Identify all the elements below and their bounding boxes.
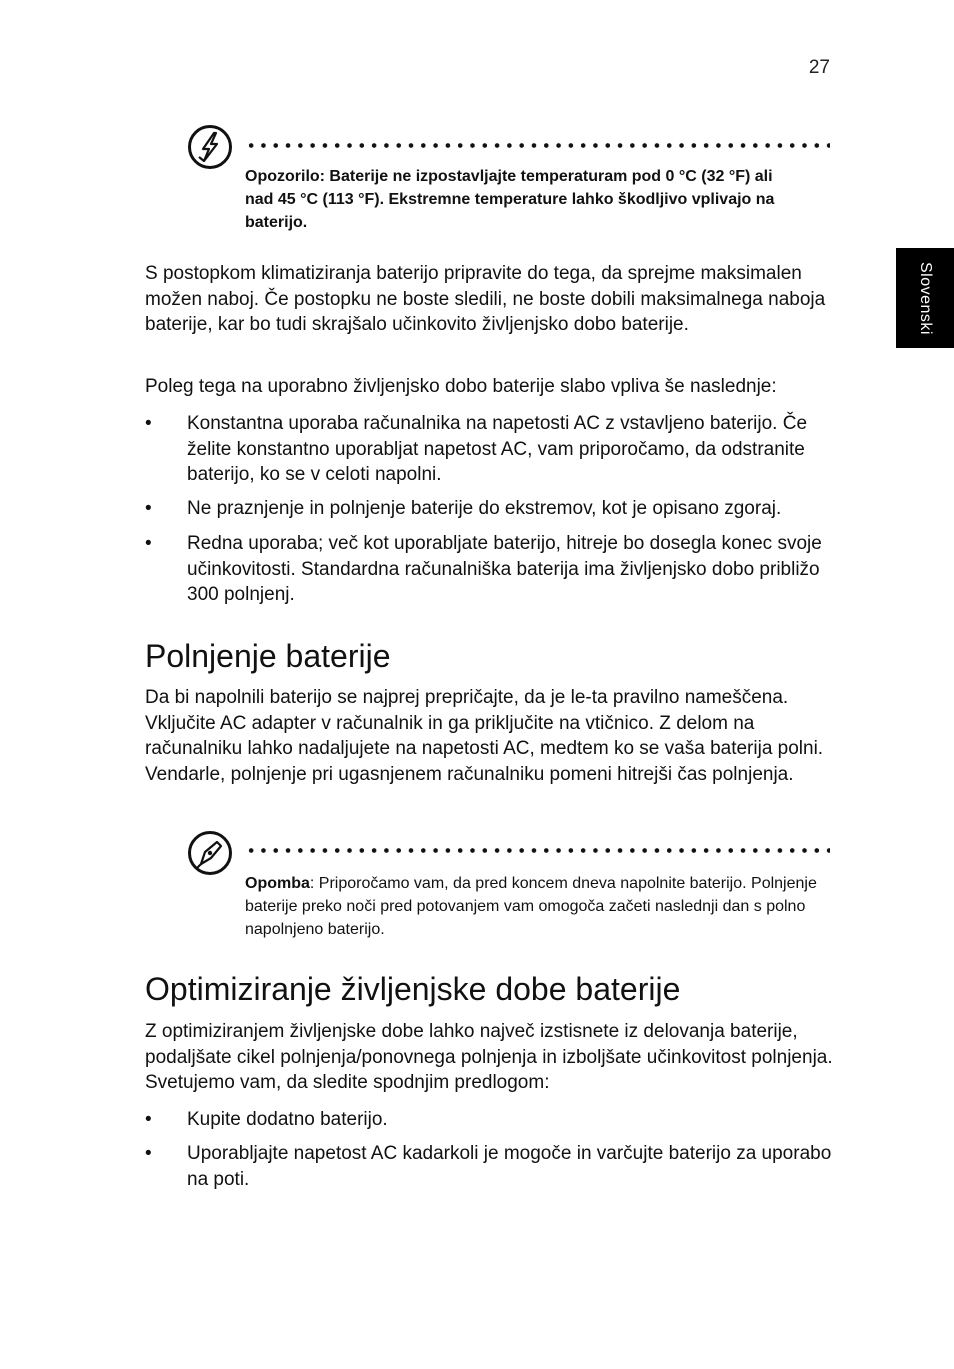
bullet-icon: • [145, 1143, 152, 1164]
side-tab-label: Slovenski [917, 261, 934, 335]
list-item-text: Redna uporaba; več kot uporabljate baterijo, hitreje bo dosegla konec svoje učinkovitosti. Standardna računalniška baterija ima življenjsko dobo približo 300 polnjenj. [187, 533, 822, 605]
warning-lightning-icon [187, 124, 233, 170]
intro-paragraph-1: S postopkom klimatiziranja baterijo pripravite do tega, da sprejme maksimalen možen naboj. Če postopku ne boste sledili, ne boste dobili maksimalnega naboja baterije, kar bo tudi skrajšalo učinkovito življenjsko dobo baterije. [145, 263, 826, 335]
section-heading-charging: Polnjenje baterije [145, 638, 391, 674]
charging-paragraph: Da bi napolnili baterijo se najprej prepričajte, da je le-ta pravilno nameščena. Vključite AC adapter v računalnik in ga priključite na vtičnico. Z delom na računalniku lahko nadaljujete na napetosti AC, medtem ko se vaša baterija polni. Vendarle, polnjenje pri ugasnjenem računalniku pomeni hitrejši čas polnjenja. [145, 687, 824, 785]
note-text [245, 872, 820, 941]
list-item [145, 1141, 835, 1192]
note-dotted-rule [245, 848, 830, 853]
language-side-tab [896, 248, 954, 348]
bullet-icon: • [145, 533, 152, 554]
list-item-text: Kupite dodatno baterijo. [187, 1109, 388, 1130]
warning-text: Opozorilo: Baterije ne izpostavljajte temperaturam pod 0 °C (32 °F) ali nad 45 °C (113 °F). Ekstremne temperature lahko škodljivo vplivajo na baterijo. [245, 168, 775, 231]
section-heading-optimize: Optimiziranje življenjske dobe baterije [145, 971, 681, 1007]
bullet-icon: • [145, 498, 152, 519]
note-label: Opomba [245, 875, 310, 892]
list-item-text: Uporabljajte napetost AC kadarkoli je mogoče in varčujte baterijo za uporabo na poti. [187, 1143, 832, 1190]
list-item [145, 1107, 835, 1133]
note-body: : Priporočamo vam, da pred koncem dneva napolnite baterijo. Polnjenje baterije preko noči pred potovanjem vam omogoča začeti naslednji dan s polno napolnjeno baterijo. [245, 875, 817, 938]
list-item [145, 496, 835, 522]
warning-dotted-rule [245, 143, 830, 148]
list-item [145, 411, 835, 488]
bullet-icon: • [145, 1109, 152, 1130]
note-pen-icon [187, 830, 233, 876]
page-number: 27 [808, 57, 830, 78]
list-item [145, 531, 835, 608]
intro-paragraph-2: Poleg tega na uporabno življenjsko dobo baterije slabo vpliva še naslednje: [145, 376, 777, 397]
list-item-text: Konstantna uporaba računalnika na napetosti AC z vstavljeno baterijo. Če želite konstantno uporabljat napetost AC, vam priporočamo, da odstranite baterijo, ko se v celoti napolni. [187, 413, 808, 485]
bullet-icon: • [145, 413, 152, 434]
list-item-text: Ne praznjenje in polnjenje baterije do ekstremov, kot je opisano zgoraj. [187, 498, 782, 519]
optimize-paragraph: Z optimiziranjem življenjske dobe lahko največ izstisnete iz delovanja baterije, podaljšate cikel polnjenja/ponovnega polnjenja in izboljšate učinkovitost polnjenja. Svetujemo vam, da sledite spodnjim predlogom: [145, 1021, 833, 1093]
